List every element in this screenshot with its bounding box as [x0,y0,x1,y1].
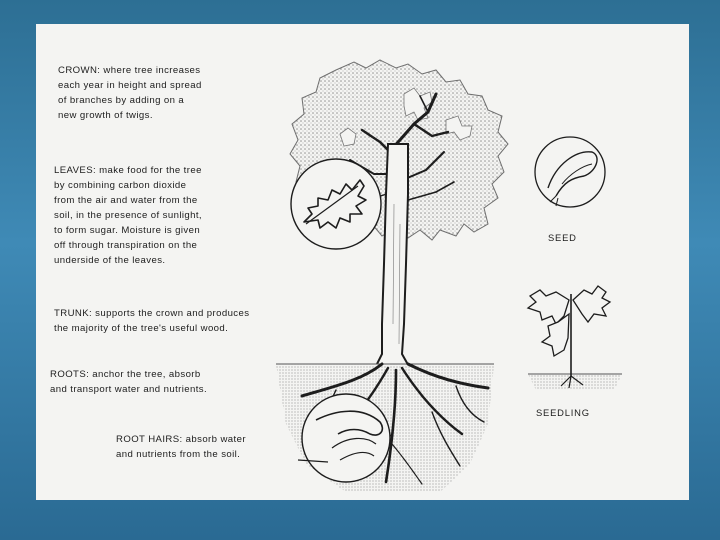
crown-label-line: CROWN: where tree increases [58,65,201,76]
leaves-label-line: to form sugar. Moisture is given [54,225,201,236]
trunk-label-line: TRUNK: supports the crown and produces [54,308,250,319]
leaves-label-line: off through transpiration on the [54,240,198,251]
leaves-label-line: LEAVES: make food for the tree [54,165,202,176]
seedling-caption: SEEDLING [536,407,590,418]
root-hair-inset-circle [302,394,390,482]
seed-inset [535,137,605,207]
crown-label [58,63,202,123]
roots-label-line: and transport water and nutrients. [50,384,208,395]
root-hairs-label-line: and nutrients from the soil. [116,449,241,460]
root-hairs-label-line: ROOT HAIRS: absorb water [116,434,246,445]
leaves-label-line: underside of the leaves. [54,255,166,266]
root-hairs-label [116,432,246,462]
leaves-label-line: by combining carbon dioxide [54,180,187,191]
roots-label-line: ROOTS: anchor the tree, absorb [50,369,201,380]
crown-label-line: new growth of twigs. [58,110,153,121]
seed-caption: SEED [548,232,577,243]
seedling-leaf-right-icon [573,286,610,322]
leaf-inset-circle [291,159,381,249]
trunk-label-line: the majority of the tree's useful wood. [54,323,229,334]
diagram-slide [36,24,689,500]
leaves-label-line: from the air and water from the [54,195,198,206]
roots-label [50,367,207,397]
leaves-label-line: soil, in the presence of sunlight, [54,210,202,221]
seedling-illustration [528,286,622,390]
leaves-label [54,163,202,268]
trunk-label [54,306,249,336]
crown-label-line: of branches by adding on a [58,95,185,106]
crown-label-line: each year in height and spread [58,80,202,91]
